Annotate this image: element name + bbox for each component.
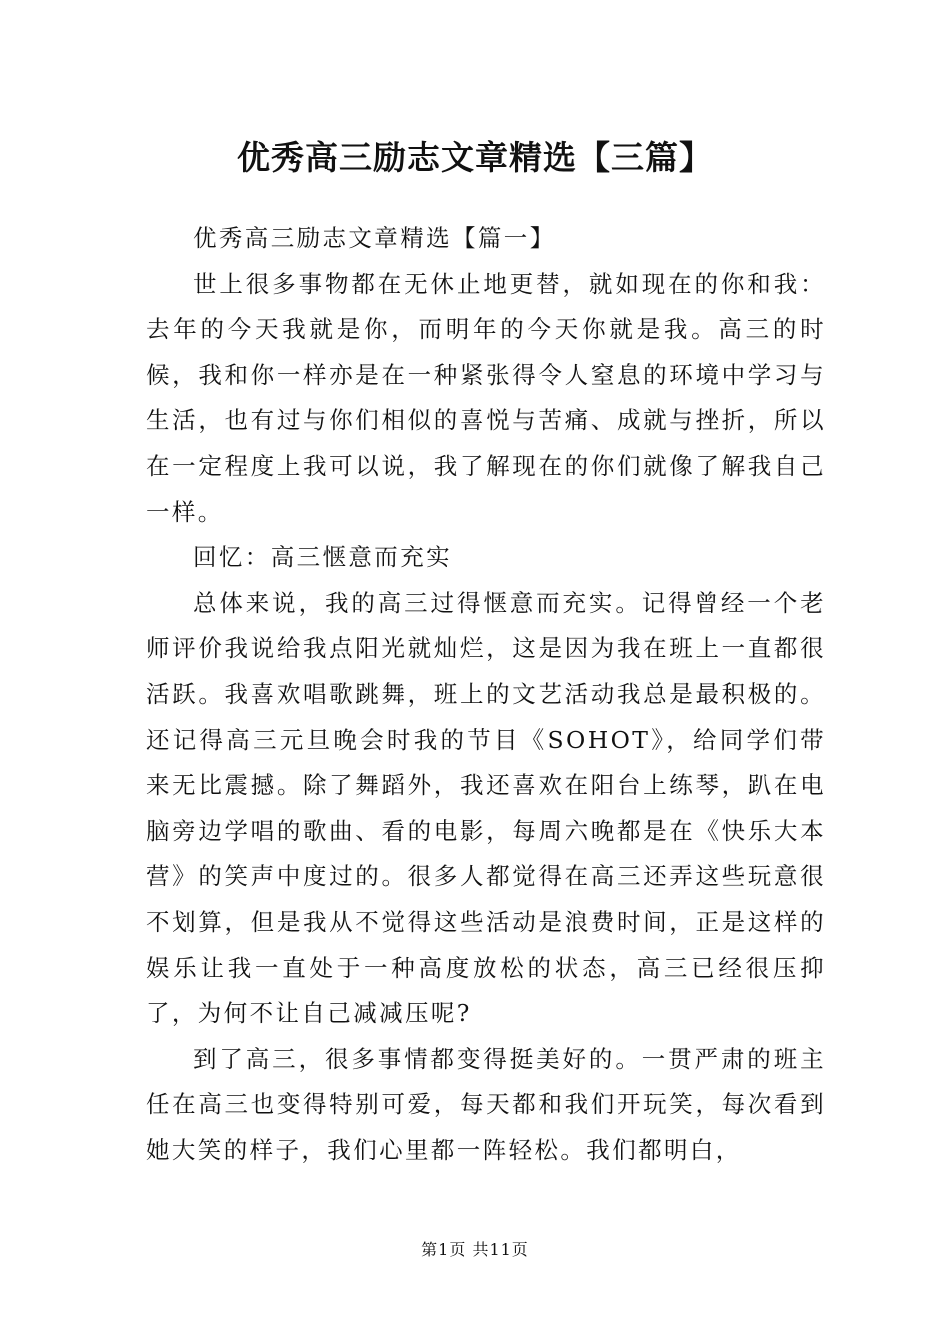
section-heading: 优秀高三励志文章精选【篇一】 xyxy=(193,224,556,252)
page-footer: 第1页 共11页 xyxy=(421,1240,529,1259)
document-title: 优秀高三励志文章精选【三篇】 xyxy=(237,138,713,177)
document-body xyxy=(146,216,826,1173)
paragraph: 到了高三，很多事情都变得挺美好的。一贯严肃的班主任在高三也变得特别可爱，每天都和我们开玩笑，每次看到她大笑的样子，我们心里都一阵轻松。我们都明白， xyxy=(146,1044,826,1164)
paragraph: 世上很多事物都在无休止地更替，就如现在的你和我：去年的今天我就是你，而明年的今天你就是我。高三的时候，我和你一样亦是在一种紧张得令人窒息的环境中学习与生活，也有过与你们相似的喜悦与苦痛、成就与挫折，所以在一定程度上我可以说，我了解现在的你们就像了解我自己一样。 xyxy=(146,269,826,526)
paragraph: 总体来说，我的高三过得惬意而充实。记得曾经一个老师评价我说给我点阳光就灿烂，这是因为我在班上一直都很活跃。我喜欢唱歌跳舞，班上的文艺活动我总是最积极的。还记得高三元旦晚会时我的节目《SOHOT》，给同学们带来无比震撼。除了舞蹈外，我还喜欢在阳台上练琴，趴在电脑旁边学唱的歌曲、看的电影，每周六晚都是在《快乐大本营》的笑声中度过的。很多人都觉得在高三还弄这些玩意很不划算，但是我从不觉得这些活动是浪费时间，正是这样的娱乐让我一直处于一种高度放松的状态，高三已经很压抑了，为何不让自己减减压呢? xyxy=(146,588,826,1028)
subheading: 回忆：高三惬意而充实 xyxy=(193,543,452,572)
